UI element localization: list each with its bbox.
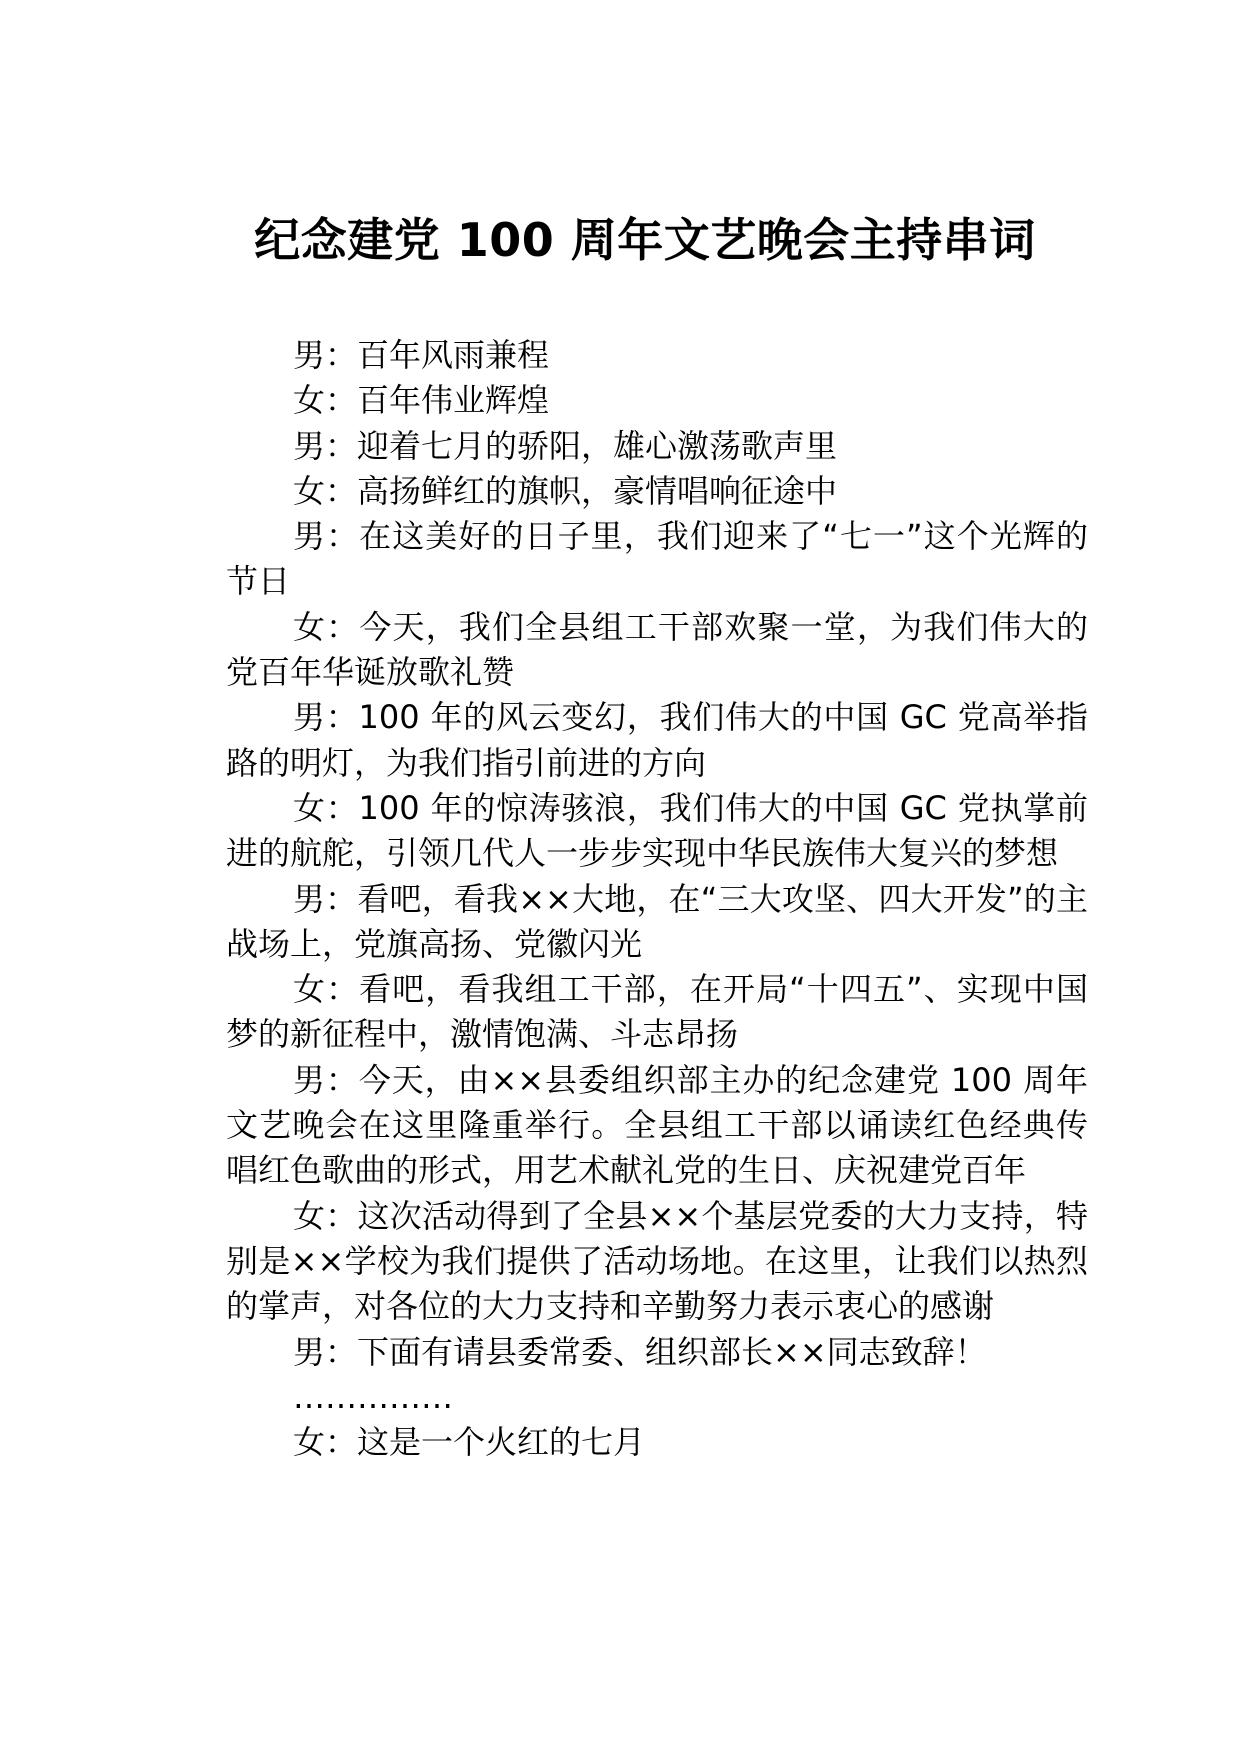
paragraph: 男：在这美好的日子里，我们迎来了“七一”这个光辉的节日 [226,517,1088,601]
paragraph: 女：高扬鲜红的旗帜，豪情唱响征途中 [293,471,838,510]
paragraph: 男：今天，由××县委组织部主办的纪念建党 100 周年文艺晚会在这里隆重举行。全县组工干部以诵读红色经典传唱红色歌曲的形式，用艺术献礼党的生日、庆祝建党百年 [226,1060,1088,1190]
paragraph: 男：看吧，看我××大地，在“三大攻坚、四大开发”的主战场上，党旗高扬、党徽闪光 [226,879,1088,963]
paragraph: 男：百年风雨兼程 [293,336,550,374]
paragraph: 男：迎着七月的骄阳，雄心激荡歌声里 [293,426,838,465]
paragraph: 女：这是一个火红的七月 [293,1423,646,1462]
paragraph: 男：下面有请县委常委、组织部长××同志致辞！ [293,1332,987,1371]
document-title: 纪念建党 100 周年文艺晚会主持串词 [254,213,1036,267]
paragraph: 女：看吧，看我组工干部，在开局“十四五”、实现中国梦的新征程中，激情饱满、斗志昂扬 [226,970,1088,1054]
paragraph: 男：100 年的风云变幻，我们伟大的中国 GC 党高举指路的明灯，为我们指引前进的方向 [226,698,1088,782]
document-body [226,333,1088,1465]
paragraph: 女：100 年的惊涛骇浪，我们伟大的中国 GC 党执掌前进的航舵，引领几代人一步步实现中华民族伟大复兴的梦想 [226,788,1088,873]
paragraph: 女：今天，我们全县组工干部欢聚一堂，为我们伟大的党百年华诞放歌礼赞 [226,607,1088,692]
ellipsis-separator: …………… [293,1377,453,1416]
paragraph: 女：这次活动得到了全县××个基层党委的大力支持，特别是××学校为我们提供了活动场地。在这里，让我们以热烈的掌声，对各位的大力支持和辛勤努力表示衷心的感谢 [226,1196,1088,1326]
paragraph: 女：百年伟业辉煌 [293,381,550,420]
